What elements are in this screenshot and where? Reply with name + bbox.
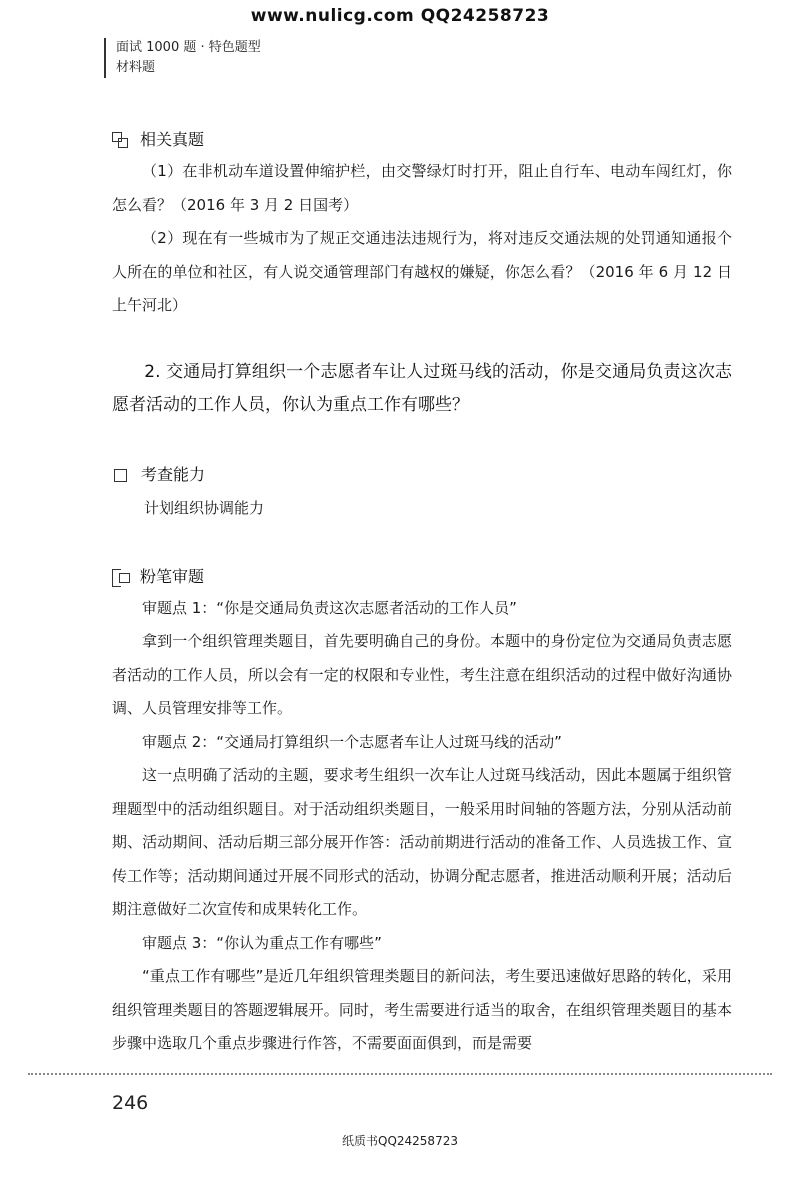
- watermark-top: www.nulicg.com QQ24258723: [250, 6, 550, 26]
- question-title: 2. 交通局打算组织一个志愿者车让人过斑马线的活动，你是交通局负责这次志愿者活动的工作人员，你认为重点工作有哪些？: [112, 362, 732, 415]
- ability-text: 计划组织协调能力: [144, 499, 265, 517]
- running-head-subtitle: 材料题: [116, 60, 156, 75]
- page-footer-divider: [28, 1073, 772, 1075]
- running-head: [104, 38, 261, 78]
- analysis-point-1-text: 拿到一个组织管理类题目，首先要明确自己的身份。本题中的身份定位为交通局负责志愿者活动的工作人员，所以会有一定的权限和专业性，考生注意在组织活动的过程中做好沟通协调、人员管理安排等工作。: [112, 632, 732, 717]
- analysis-point-2-title: 审题点 2：“交通局打算组织一个志愿者车让人过斑马线的活动”: [142, 733, 562, 751]
- analysis-heading: [112, 565, 204, 589]
- ability-heading-label: 考查能力: [141, 465, 206, 484]
- related-heading-label: 相关真题: [140, 130, 205, 149]
- related-question-1: （1）在非机动车道设置伸缩护栏，由交警绿灯时打开，阻止自行车、电动车闯红灯，你怎么看？（2016 年 3 月 2 日国考）: [112, 162, 732, 214]
- analysis-point-3-text: “重点工作有哪些”是近几年组织管理类题目的新问法，考生要迅速做好思路的转化，采用组织管理类题目的答题逻辑展开。同时，考生需要进行适当的取舍，在组织管理类题目的基本步骤中选取几个重点步骤进行作答，不需要面面俱到，而是需要: [112, 967, 732, 1052]
- analysis-point-2-text: 这一点明确了活动的主题，要求考生组织一次车让人过斑马线活动，因此本题属于组织管理题型中的活动组织题目。对于活动组织类题目，一般采用时间轴的答题方法，分别从活动前期、活动期间、活动后期三部分展开作答：活动前期进行活动的准备工作、人员选拔工作、宣传工作等；活动期间通过开展不同形式的活动，协调分配志愿者，推进活动顺利开展；活动后期注意做好二次宣传和成果转化工作。: [112, 766, 732, 918]
- ability-heading: [112, 463, 205, 487]
- analysis-point-1-title: 审题点 1：“你是交通局负责这次志愿者活动的工作人员”: [142, 599, 517, 617]
- analysis-heading-label: 粉笔审题: [140, 567, 205, 586]
- related-question-2: （2）现在有一些城市为了规正交通违法违规行为，将对违反交通法规的处罚通知通报个人所在的单位和社区，有人说交通管理部门有越权的嫌疑，你怎么看？（2016 年 6 月 12 日上午河北）: [112, 229, 732, 314]
- running-head-title: 面试 1000 题 · 特色题型: [116, 40, 261, 55]
- watermark-bottom: 纸质书QQ24258723: [342, 1134, 458, 1148]
- square-icon: [114, 469, 127, 482]
- section-icon: [112, 132, 128, 148]
- section-icon: [112, 569, 128, 585]
- related-questions-heading: [112, 128, 204, 152]
- page-number: 246: [112, 1092, 149, 1114]
- analysis-point-3-title: 审题点 3：“你认为重点工作有哪些”: [142, 934, 382, 952]
